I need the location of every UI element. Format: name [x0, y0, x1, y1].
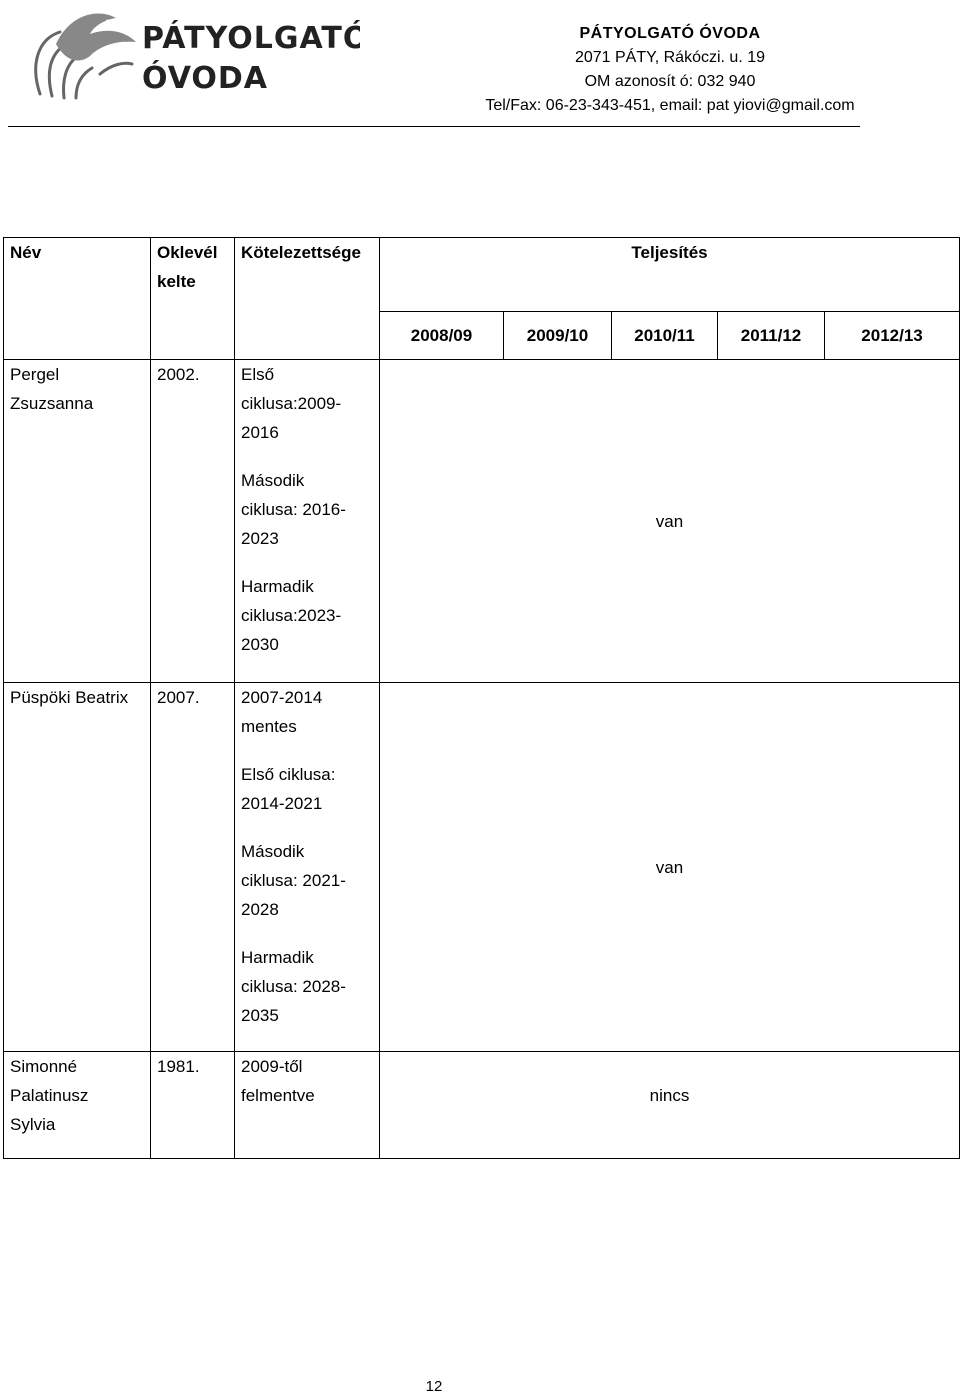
cell-diploma: 2002. [151, 360, 235, 683]
cell-obligation [235, 360, 380, 683]
svg-text:ÓVODA: ÓVODA [142, 61, 269, 96]
obligation-item: Első ciklusa:2009- 2016 [241, 365, 342, 442]
cell-name: Pergel Zsuzsanna [4, 360, 151, 683]
obligation-item: Harmadik ciklusa:2023- 2030 [241, 577, 342, 654]
staff-table [3, 237, 960, 1159]
cell-name: Püspöki Beatrix [4, 683, 151, 1052]
obligation-item: Második ciklusa: 2021- 2028 [241, 842, 346, 919]
table-row [4, 360, 960, 683]
obligation-item: Harmadik ciklusa: 2028- 2035 [241, 948, 346, 1025]
page-number: 12 [425, 1378, 443, 1395]
dove-hands-icon [20, 4, 360, 104]
header-obligation: Kötelezettsége [235, 238, 380, 360]
header-contact: Tel/Fax: 06-23-343-451, email: pat yiovi@gmail.com [485, 97, 855, 114]
header-year: 2010/11 [612, 312, 718, 360]
header-fulfillment: Teljesítés [380, 238, 960, 312]
header-address: 2071 PÁTY, Rákóczi. u. 19 [574, 49, 766, 66]
header-year: 2008/09 [380, 312, 504, 360]
header-info [450, 22, 890, 118]
obligation-item: 2009-től felmentve [241, 1057, 315, 1105]
table-row [4, 683, 960, 1052]
header-year: 2009/10 [504, 312, 612, 360]
svg-text:PÁTYOLGATÓ: PÁTYOLGATÓ [142, 21, 360, 56]
cell-obligation [235, 683, 380, 1052]
obligation-item: 2007-2014 mentes [241, 688, 323, 736]
kindergarten-logo [20, 4, 360, 104]
header-name: Név [4, 238, 151, 360]
header-om-id: OM azonosít ó: 032 940 [584, 73, 756, 90]
header-year: 2011/12 [718, 312, 825, 360]
header-year: 2012/13 [825, 312, 960, 360]
header-title: PÁTYOLGATÓ ÓVODA [579, 25, 761, 42]
cell-obligation [235, 1052, 380, 1159]
obligation-item: Második ciklusa: 2016- 2023 [241, 471, 346, 548]
cell-diploma: 2007. [151, 683, 235, 1052]
cell-fulfillment: nincs [380, 1052, 960, 1159]
table-header-row [4, 238, 960, 312]
cell-diploma: 1981. [151, 1052, 235, 1159]
obligation-item: Első ciklusa: 2014-2021 [241, 765, 336, 813]
header-diploma: Oklevél kelte [151, 238, 235, 360]
header-divider [8, 126, 860, 127]
cell-fulfillment: van [380, 360, 960, 683]
table-row [4, 1052, 960, 1159]
cell-fulfillment: van [380, 683, 960, 1052]
cell-name: Simonné Palatinusz Sylvia [4, 1052, 151, 1159]
